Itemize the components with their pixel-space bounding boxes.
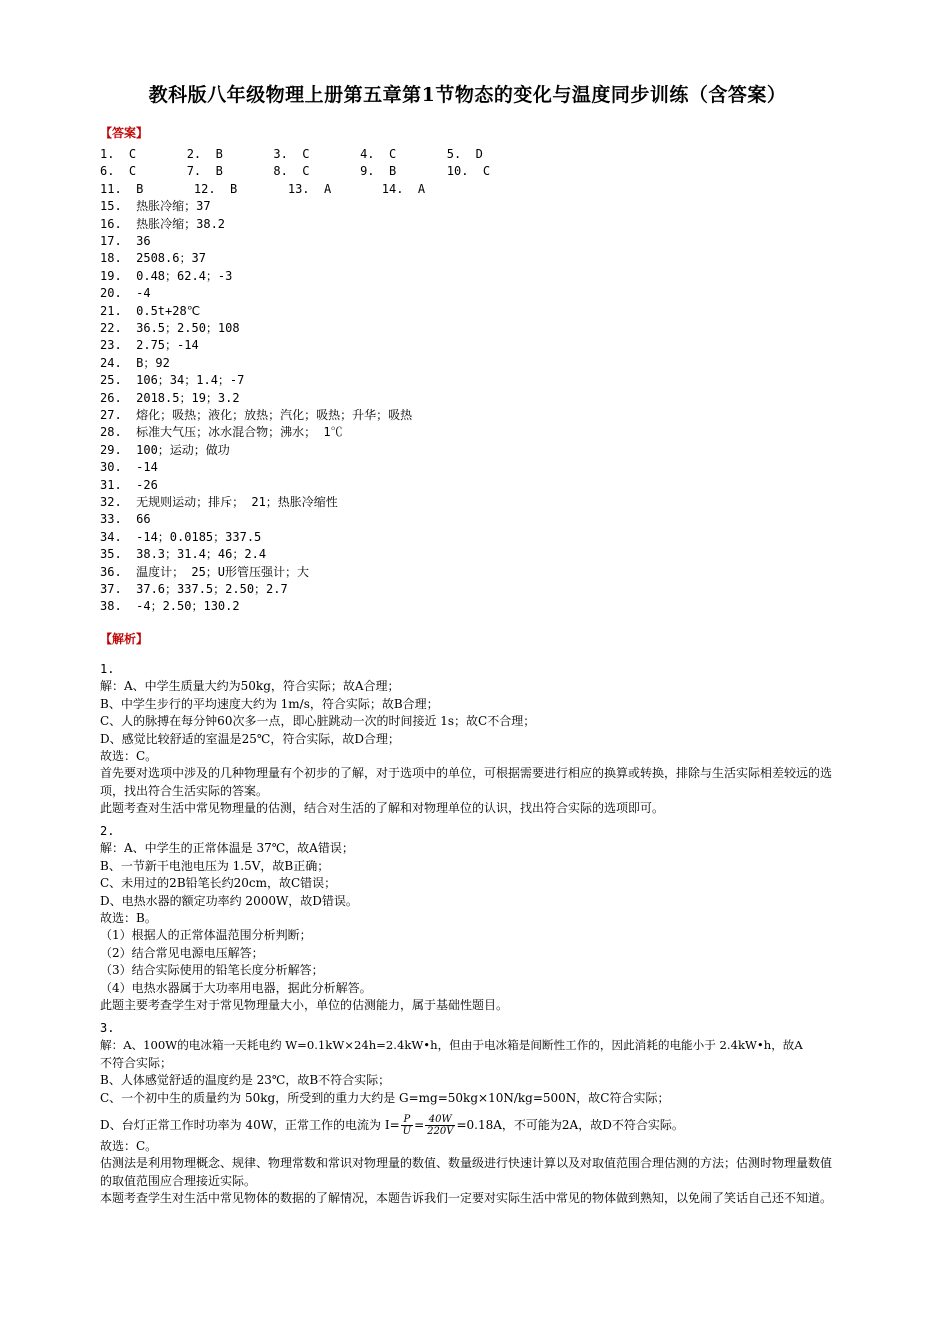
- analysis-line: 解：A、100W的电冰箱一天耗电约 W=0.1kW×24h=2.4kW•h，但由于电冰箱是间断性工作的，因此消耗的电能小于 2.4kW•h，故A: [100, 1038, 803, 1053]
- analysis-line: C、未用过的2B铅笔长约20cm，故C错误；: [100, 876, 337, 891]
- analysis-line: B、中学生步行的平均速度大约为 1m/s，符合实际；故B合理；: [100, 696, 439, 711]
- analysis-line: C、一个初中生的质量约为 50kg，所受到的重力大约是 G=mg=50kg×10N/kg=500N，故C符合实际；: [100, 1090, 670, 1105]
- fraction-40w-over-220v: [425, 1114, 455, 1137]
- answer-row: 11. B 12. B 13. A 14. A: [100, 181, 426, 196]
- answer-item: 27. 熔化；吸热；液化；放热；汽化；吸热；升华；吸热: [100, 408, 413, 422]
- analysis-line: 不符合实际；: [100, 1055, 173, 1070]
- answer-item: 19. 0.48；62.4；-3: [100, 268, 233, 283]
- question-number: 1.: [100, 662, 115, 676]
- answer-item: 35. 38.3；31.4；46；2.4: [100, 547, 267, 562]
- answer-item: 38. -4；2.50；130.2: [100, 599, 240, 614]
- analysis-line: 故选：C。: [100, 749, 158, 763]
- answer-item: 28. 标准大气压；冰水混合物；沸水； 1℃: [100, 425, 343, 440]
- answer-item: 25. 106；34；1.4；-7: [100, 373, 245, 388]
- answer-item: 32. 无规则运动；排斥； 21；热胀冷缩性: [100, 495, 338, 509]
- formula-text-before: D、台灯正常工作时功率为 40W，正常工作的电流为 I=: [100, 1118, 400, 1132]
- answer-item: 22. 36.5；2.50；108: [100, 321, 240, 335]
- page-title: 教科版八年级物理上册第五章第1节物态的变化与温度同步训练（含答案）: [148, 84, 787, 106]
- analysis-paragraph: 首先要对选项中涉及的几种物理量有个初步的了解，对于选项中的单位，可根据需要进行相应的换算或转换，排除与生活实际相差较远的选项，找出符合生活实际的答案。: [100, 766, 833, 798]
- fraction-p-over-u: [401, 1114, 413, 1137]
- answer-item: 34. -14；0.0185；337.5: [100, 529, 262, 544]
- question-number: 2.: [100, 824, 115, 838]
- answer-item: 29. 100；运动；做功: [100, 442, 230, 457]
- analysis-line: （4）电热水器属于大功率用电器，据此分析解答。: [100, 980, 372, 995]
- answer-item: 37. 37.6；337.5；2.50；2.7: [100, 582, 288, 596]
- fraction-denominator: U: [402, 1126, 412, 1137]
- analysis-line: （2）结合常见电源电压解答；: [100, 945, 264, 960]
- analysis-line: 故选：B。: [100, 911, 157, 925]
- analysis-paragraph: 本题考查学生对生活中常见物体的数据的了解情况，本题告诉我们一定要对实际生活中常见的物体做到熟知，以免闹了笑话自己还不知道。: [100, 1191, 833, 1206]
- answer-item: 30. -14: [100, 460, 158, 475]
- analysis-section-label: 【解析】: [100, 632, 149, 646]
- equals-sign: =: [414, 1118, 425, 1132]
- question-number: 3.: [100, 1021, 115, 1035]
- answer-item: 23. 2.75；-14: [100, 338, 199, 353]
- analysis-line: 解：A、中学生质量大约为50kg，符合实际；故A合理；: [100, 679, 400, 694]
- answer-item: 36. 温度计； 25；U形管压强计；大: [100, 564, 310, 579]
- analysis-line: B、人体感觉舒适的温度约是 23℃，故B不符合实际；: [100, 1073, 391, 1088]
- answer-row: 6. C 7. B 8. C 9. B 10. C: [100, 164, 491, 179]
- answer-item: 18. 2508.6；37: [100, 251, 206, 266]
- analysis-line: 此题主要考查学生对于常见物理量大小，单位的估测能力，属于基础性题目。: [100, 998, 509, 1012]
- answer-item: 24. B；92: [100, 355, 170, 370]
- analysis-line: D、感觉比较舒适的室温是25℃，符合实际，故D合理；: [100, 731, 400, 746]
- formula-line: [100, 1107, 684, 1143]
- answer-item: 20. -4: [100, 286, 151, 301]
- analysis-paragraph: 估测法是利用物理概念、规律、物理常数和常识对物理量的数值、数量级进行快速计算以及对取值范围合理估测的方法；估测时物理量数值的取值范围应合理接近实际。: [100, 1156, 833, 1188]
- analysis-line: C、人的脉搏在每分钟60次多一点，即心脏跳动一次的时间接近 1s；故C不合理；: [100, 714, 536, 729]
- fraction-numerator: 40W: [428, 1114, 452, 1125]
- analysis-paragraph: 此题考查对生活中常见物理量的估测，结合对生活的了解和对物理单位的认识，找出符合实际的选项即可。: [100, 801, 665, 816]
- answer-item: 26. 2018.5；19；3.2: [100, 390, 240, 405]
- answer-item: 16. 热胀冷缩；38.2: [100, 216, 226, 231]
- answer-item: 33. 66: [100, 512, 151, 527]
- answer-item: 31. -26: [100, 477, 158, 492]
- answer-section-label: 【答案】: [100, 126, 149, 140]
- analysis-line: （1）根据人的正常体温范围分析判断；: [100, 928, 312, 943]
- analysis-line: B、一节新干电池电压为 1.5V，故B正确；: [100, 858, 330, 873]
- answer-row: 1. C 2. B 3. C 4. C 5. D: [100, 147, 483, 161]
- analysis-line: （3）结合实际使用的铅笔长度分析解答；: [100, 963, 324, 978]
- answer-item: 17. 36: [100, 234, 151, 248]
- answer-item: 21. 0.5t+28℃: [100, 303, 201, 318]
- analysis-line: D、电热水器的额定功率约 2000W，故D错误。: [100, 893, 358, 908]
- formula-text-after: =0.18A，不可能为2A，故D不符合实际。: [456, 1118, 684, 1132]
- fraction-denominator: 220V: [427, 1126, 454, 1137]
- analysis-line: 故选：C。: [100, 1139, 158, 1153]
- analysis-line: 解：A、中学生的正常体温是 37℃，故A错误；: [100, 841, 354, 856]
- fraction-numerator: P: [403, 1114, 411, 1125]
- answer-item: 15. 热胀冷缩；37: [100, 199, 211, 214]
